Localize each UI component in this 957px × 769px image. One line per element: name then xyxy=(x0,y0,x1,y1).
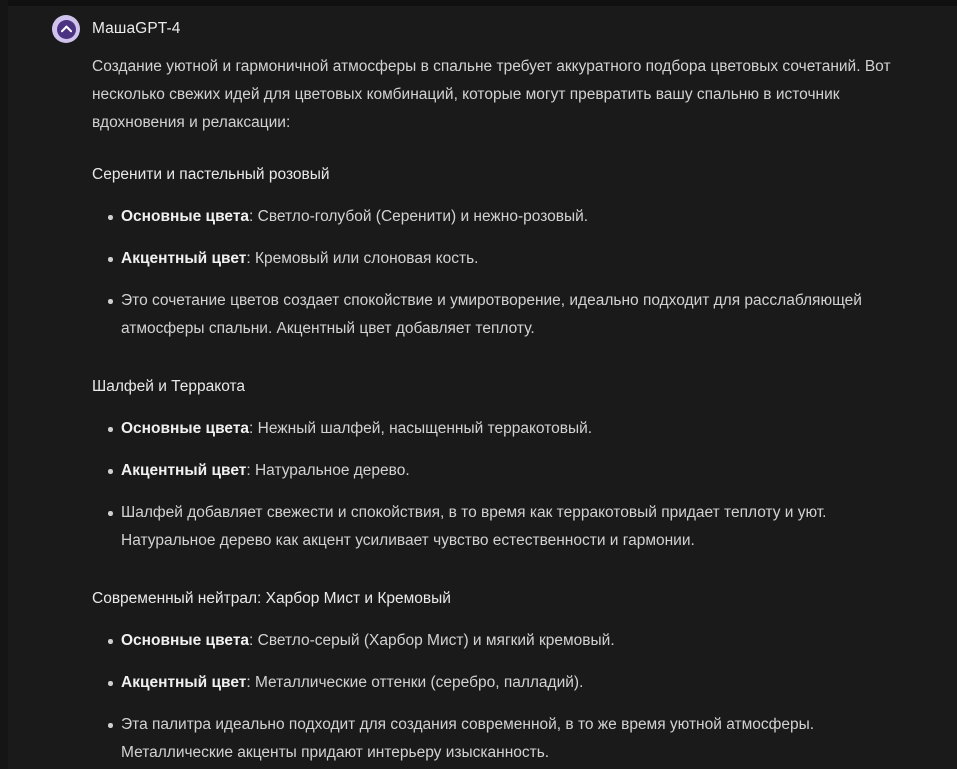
list-item-label: Основные цвета xyxy=(121,420,250,437)
list-item-text: Это сочетание цветов создает спокойствие и умиротворение, идеально подходит для расслабляющей атмосферы спальни. Акцентный цвет добавляет теплоту. xyxy=(121,292,862,337)
list-item-text: : Светло-голубой (Серенити) и нежно-розовый. xyxy=(249,208,589,225)
message-header xyxy=(52,14,917,44)
chevron-up-circle-icon xyxy=(52,15,80,43)
list-item xyxy=(92,457,912,485)
section-bullet-list xyxy=(92,415,917,555)
list-item xyxy=(92,203,912,231)
list-item-label: Акцентный цвет xyxy=(121,462,247,479)
section-bullet-list xyxy=(92,627,917,767)
list-item-text: : Светло-серый (Харбор Мист) и мягкий кремовый. xyxy=(249,632,615,649)
section-serenity-pink xyxy=(92,161,917,343)
list-item-label: Основные цвета xyxy=(121,208,250,225)
section-sage-terracotta xyxy=(92,373,917,555)
section-heading: Шалфей и Терракота xyxy=(92,378,246,395)
list-item-text: Эта палитра идеально подходит для создания современной, в то же время уютной атмосферы. Металлические акценты придают интерьеру изысканность. xyxy=(121,716,815,761)
intro-paragraph: Создание уютной и гармоничной атмосферы в спальне требует аккуратного подбора цветовых сочетаний. Вот несколько свежих идей для цветовых комбинаций, которые могут превратить вашу спальню в источник вдохновения и релаксации: xyxy=(92,58,891,131)
list-item xyxy=(92,711,912,767)
left-edge-strip xyxy=(0,0,8,769)
list-item-label: Акцентный цвет xyxy=(121,674,247,691)
section-heading: Современный нейтрал: Харбор Мист и Кремовый xyxy=(92,590,451,607)
section-heading: Серенити и пастельный розовый xyxy=(92,166,330,183)
list-item-text: : Нежный шалфей, насыщенный терракотовый. xyxy=(249,420,593,437)
message-author: МашаGPT-4 xyxy=(92,20,181,37)
list-item xyxy=(92,669,912,697)
list-item xyxy=(92,287,912,343)
message-body xyxy=(92,53,917,767)
list-item-text: : Кремовый или слоновая кость. xyxy=(246,250,479,267)
section-modern-neutral xyxy=(92,585,917,767)
list-item-text: Шалфей добавляет свежести и спокойствия, в то время как терракотовый придает теплоту и уют. Натуральное дерево как акцент усиливает чувство естественности и гармонии. xyxy=(121,504,827,549)
list-item xyxy=(92,499,912,555)
avatar-inner-circle xyxy=(57,20,76,39)
top-edge-divider xyxy=(0,0,957,6)
assistant-message xyxy=(52,14,917,767)
section-bullet-list xyxy=(92,203,917,343)
list-item xyxy=(92,627,912,655)
list-item-text: : Металлические оттенки (серебро, палладий). xyxy=(246,674,584,691)
list-item xyxy=(92,415,912,443)
list-item xyxy=(92,245,912,273)
list-item-label: Акцентный цвет xyxy=(121,250,247,267)
list-item-text: : Натуральное дерево. xyxy=(246,462,410,479)
list-item-label: Основные цвета xyxy=(121,632,250,649)
